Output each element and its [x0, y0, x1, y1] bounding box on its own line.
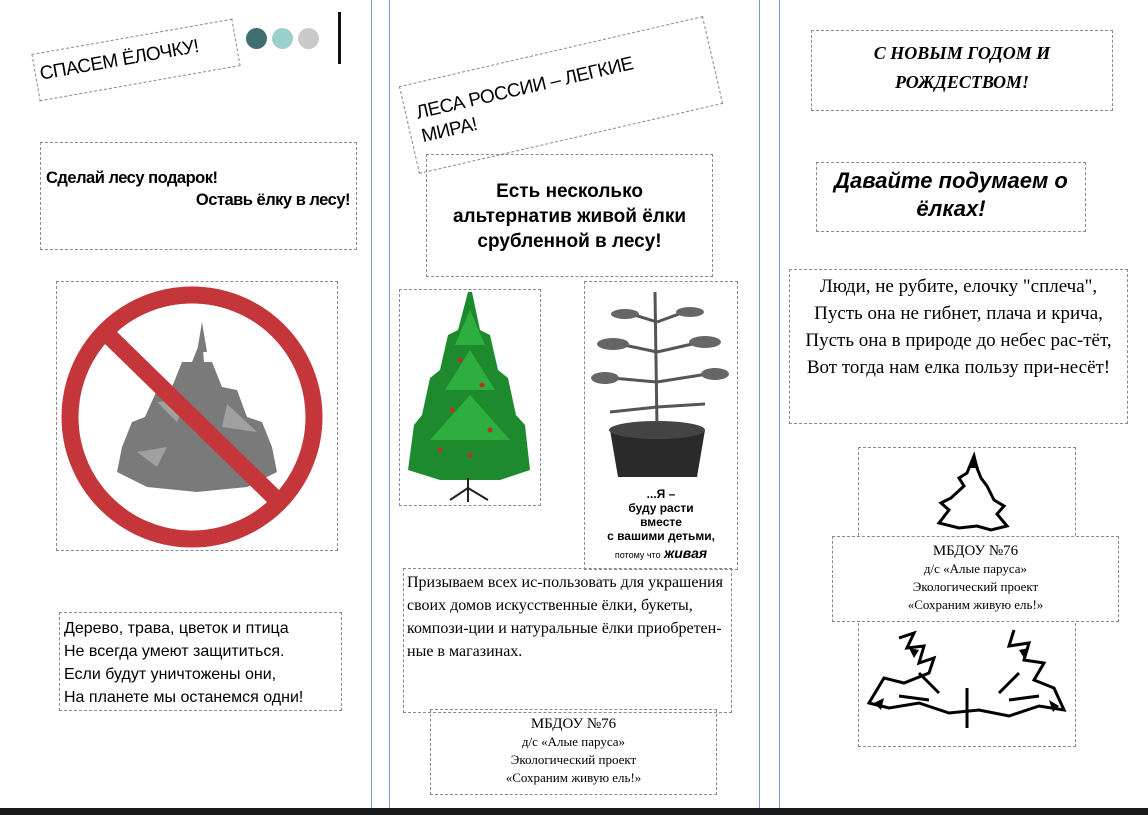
dot-grey-icon — [298, 28, 319, 49]
dot-teal-icon — [272, 28, 293, 49]
fold-line-4 — [779, 0, 780, 808]
think-text: Давайте подумаем о ёлках! — [834, 168, 1068, 221]
alternatives-box — [426, 154, 713, 277]
potted-caption-line-2: буду расти — [628, 501, 694, 515]
fold-line-2 — [389, 0, 390, 808]
panel3-poem-text: Люди, не рубите, елочку "сплеча", Пусть она не гибнет, плача и крича, Пусть она в природе до небес рас-тёт, Вот тогда нам елка пользу при-несёт! — [805, 276, 1112, 378]
potted-tree-icon — [585, 282, 737, 482]
poem-line-3: Если будут уничтожены они, — [64, 666, 277, 683]
gift-box — [40, 142, 357, 250]
potted-caption-line-4: с вашими детьми, — [607, 529, 715, 543]
panel3-org-line-2: д/с «Алые паруса» — [923, 561, 1028, 576]
fold-line-1 — [371, 0, 372, 808]
greeting-line-1: С НОВЫМ ГОДОМ И — [873, 43, 1051, 63]
panel1-title-box — [31, 19, 240, 102]
panel3-org-line-4: «Сохраним живую ель!» — [907, 597, 1044, 612]
dot-dark-icon — [246, 28, 267, 49]
panel2-title-box — [399, 16, 723, 174]
decorative-bar — [338, 12, 341, 64]
panel3-poem-box — [789, 269, 1128, 424]
panel1-poem-box — [59, 612, 342, 711]
potted-caption-bold: живая — [663, 545, 708, 561]
potted-caption-small: потому что — [614, 550, 661, 560]
panel2-org-line-2: д/с «Алые паруса» — [521, 734, 626, 749]
appeal-text: Призываем всех ис-пользовать для украшения своих домов искусственные ёлки, букеты, компози-ции и натуральные ёлки приобретен-ные в магазинах. — [407, 574, 723, 660]
no-cutting-tree-sign-icon — [57, 282, 337, 550]
panel1-title: СПАСЕМ ЁЛОЧКУ! — [38, 36, 201, 85]
gift-line-2: Оставь ёлку в лесу! — [195, 191, 350, 209]
poem-line-4: На планете мы останемся одни! — [64, 689, 304, 706]
potted-caption-line-1: ...Я – — [646, 487, 676, 501]
panel2-org-line-3: Экологический проект — [510, 752, 637, 767]
potted-caption-line-3: вместе — [640, 515, 682, 529]
decorative-dots — [246, 28, 319, 49]
alternatives-text: Есть несколько альтернатив живой ёлки срубленной в лесу! — [452, 181, 687, 252]
artificial-tree-box — [399, 289, 541, 506]
panel2-org-line-1: МБДОУ №76 — [530, 716, 617, 732]
gift-line-1: Сделай лесу подарок! — [46, 169, 218, 187]
potted-caption — [587, 487, 735, 562]
artificial-christmas-tree-icon — [400, 290, 540, 505]
panel3-org-box — [832, 536, 1119, 622]
potted-tree-box — [584, 281, 738, 570]
panel2-org-box — [430, 709, 717, 795]
fold-line-3 — [759, 0, 760, 808]
poem-line-1: Дерево, трава, цветок и птица — [64, 620, 289, 637]
panel2-org-line-4: «Сохраним живую ель!» — [505, 770, 642, 785]
panel3-org-line-1: МБДОУ №76 — [932, 543, 1019, 559]
panel3-org-line-3: Экологический проект — [912, 579, 1039, 594]
poem-line-2: Не всегда умеют защититься. — [64, 643, 285, 660]
panel2-title: ЛЕСА РОССИИ – ЛЕГКИЕ МИРА! — [414, 53, 636, 148]
page-bottom-bar — [0, 808, 1148, 815]
think-box — [816, 162, 1086, 232]
greeting-box — [811, 30, 1113, 111]
no-cutting-image-box — [56, 281, 338, 551]
greeting-line-2: РОЖДЕСТВОМ! — [894, 72, 1030, 92]
appeal-box — [403, 568, 732, 713]
